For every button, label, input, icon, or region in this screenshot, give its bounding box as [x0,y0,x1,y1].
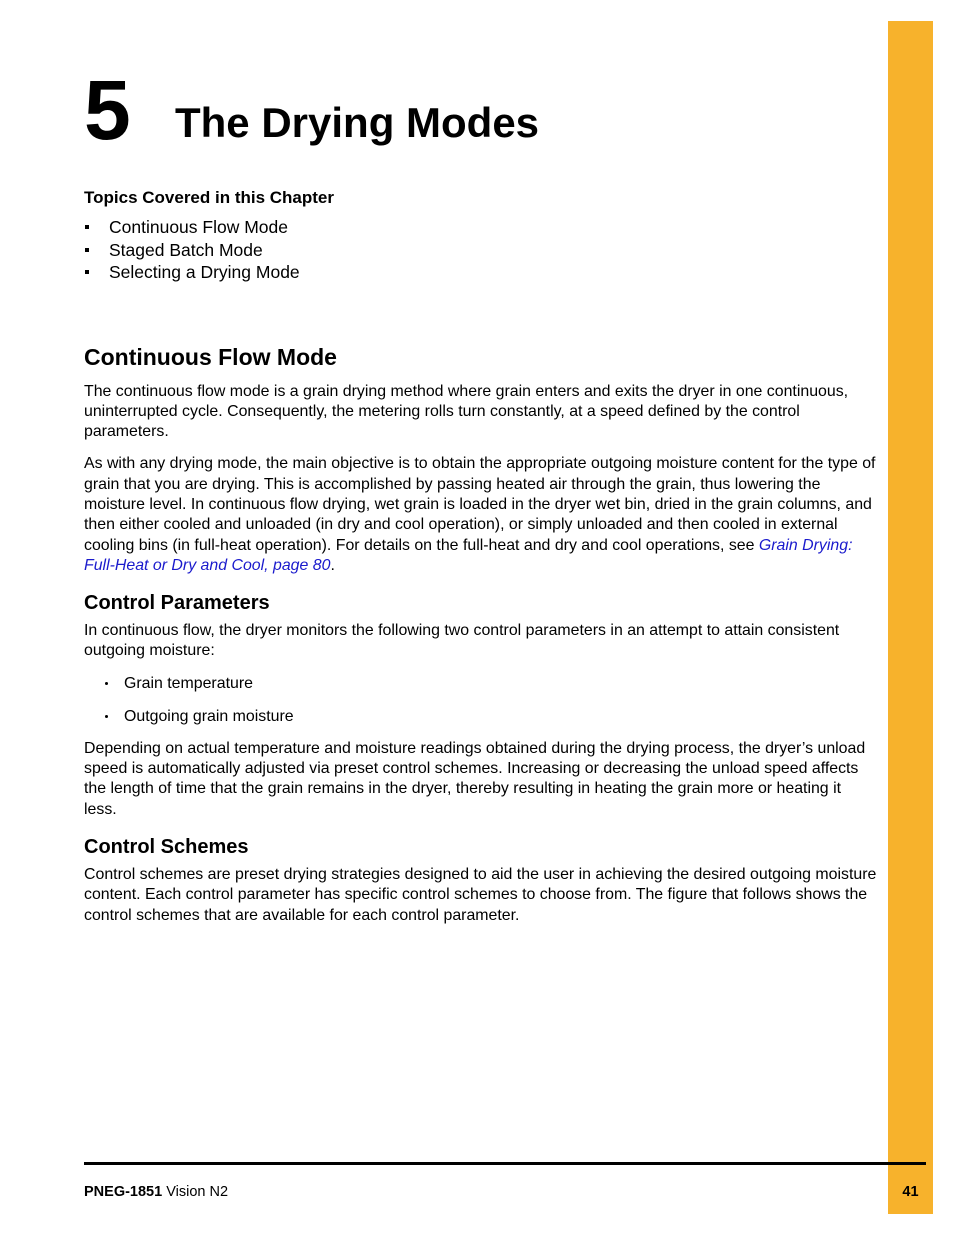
chapter-number: 5 [84,63,130,157]
control-parameter-item: Outgoing grain moisture [84,707,878,727]
footer-doc-name: Vision N2 [162,1184,229,1200]
topics-list-item: Continuous Flow Mode [84,216,878,239]
control-parameters-list [84,674,878,727]
section-heading: Continuous Flow Mode [84,343,337,370]
section-paragraph: The continuous flow mode is a grain drying method where grain enters and exits the dryer in one continuous, uninterrupted cycle. Consequently, the metering rolls turn constantly, at a speed defined by the control parameters. [84,382,849,441]
footer-rule [84,1162,926,1165]
topics-list-item: Selecting a Drying Mode [84,261,878,284]
section-paragraph: As with any drying mode, the main objective is to obtain the appropriate outgoing moisture content for the type of grain that you are drying. This is accomplished by passing heated air through the grain, thus lowering the moisture level. In continuous flow drying, wet grain is loaded in the dryer wet bin, dried in the grain columns, and then either cooled and unloaded (in dry and cool operation), or simply unloaded and then cooled in external cooling bins (in full-heat operation). For details on the full-heat and dry and cool operations, see Grain Drying: Full-Heat or Dry and Cool, page 80. [84,455,876,574]
chapter-side-bar [888,21,933,1214]
control-parameters-intro: In continuous flow, the dryer monitors the following two control parameters in an attempt to attain consistent outgoing moisture: [84,622,840,660]
topics-list [84,216,878,284]
subsection-heading-control-schemes: Control Schemes [84,835,249,858]
control-parameters-body: Depending on actual temperature and moisture readings obtained during the drying process, the dryer’s unload speed is automatically adjusted via preset control schemes. Increasing or decreasing the unload speed affects the length of time that the grain remains in the dryer, thereby resulting in heating the grain more or heating it less. [84,739,866,818]
footer-doc-id: PNEG-1851 [84,1184,163,1200]
footer-doc-label [84,1183,228,1201]
square-bullet-icon [85,225,89,229]
control-parameter-item: Grain temperature [84,674,878,694]
subsection-heading-control-parameters: Control Parameters [84,592,270,615]
cross-reference-link[interactable]: Grain Drying: Full-Heat or Dry and Cool, page 80 [84,536,853,574]
bullet-dot-icon [105,715,108,718]
control-schemes-body: Control schemes are preset drying strategies designed to aid the user in achieving the desired outgoing moisture content. Each control parameter has specific control schemes to choose from. The figure that follows shows the control schemes that are available for each control parameter. [84,865,877,924]
topics-list-item: Staged Batch Mode [84,239,878,262]
page-number: 41 [902,1184,919,1200]
chapter-title: The Drying Modes [175,99,540,146]
page-content [84,186,878,926]
topics-heading: Topics Covered in this Chapter [84,188,335,207]
square-bullet-icon [85,248,89,252]
square-bullet-icon [85,270,89,274]
bullet-dot-icon [105,682,108,685]
